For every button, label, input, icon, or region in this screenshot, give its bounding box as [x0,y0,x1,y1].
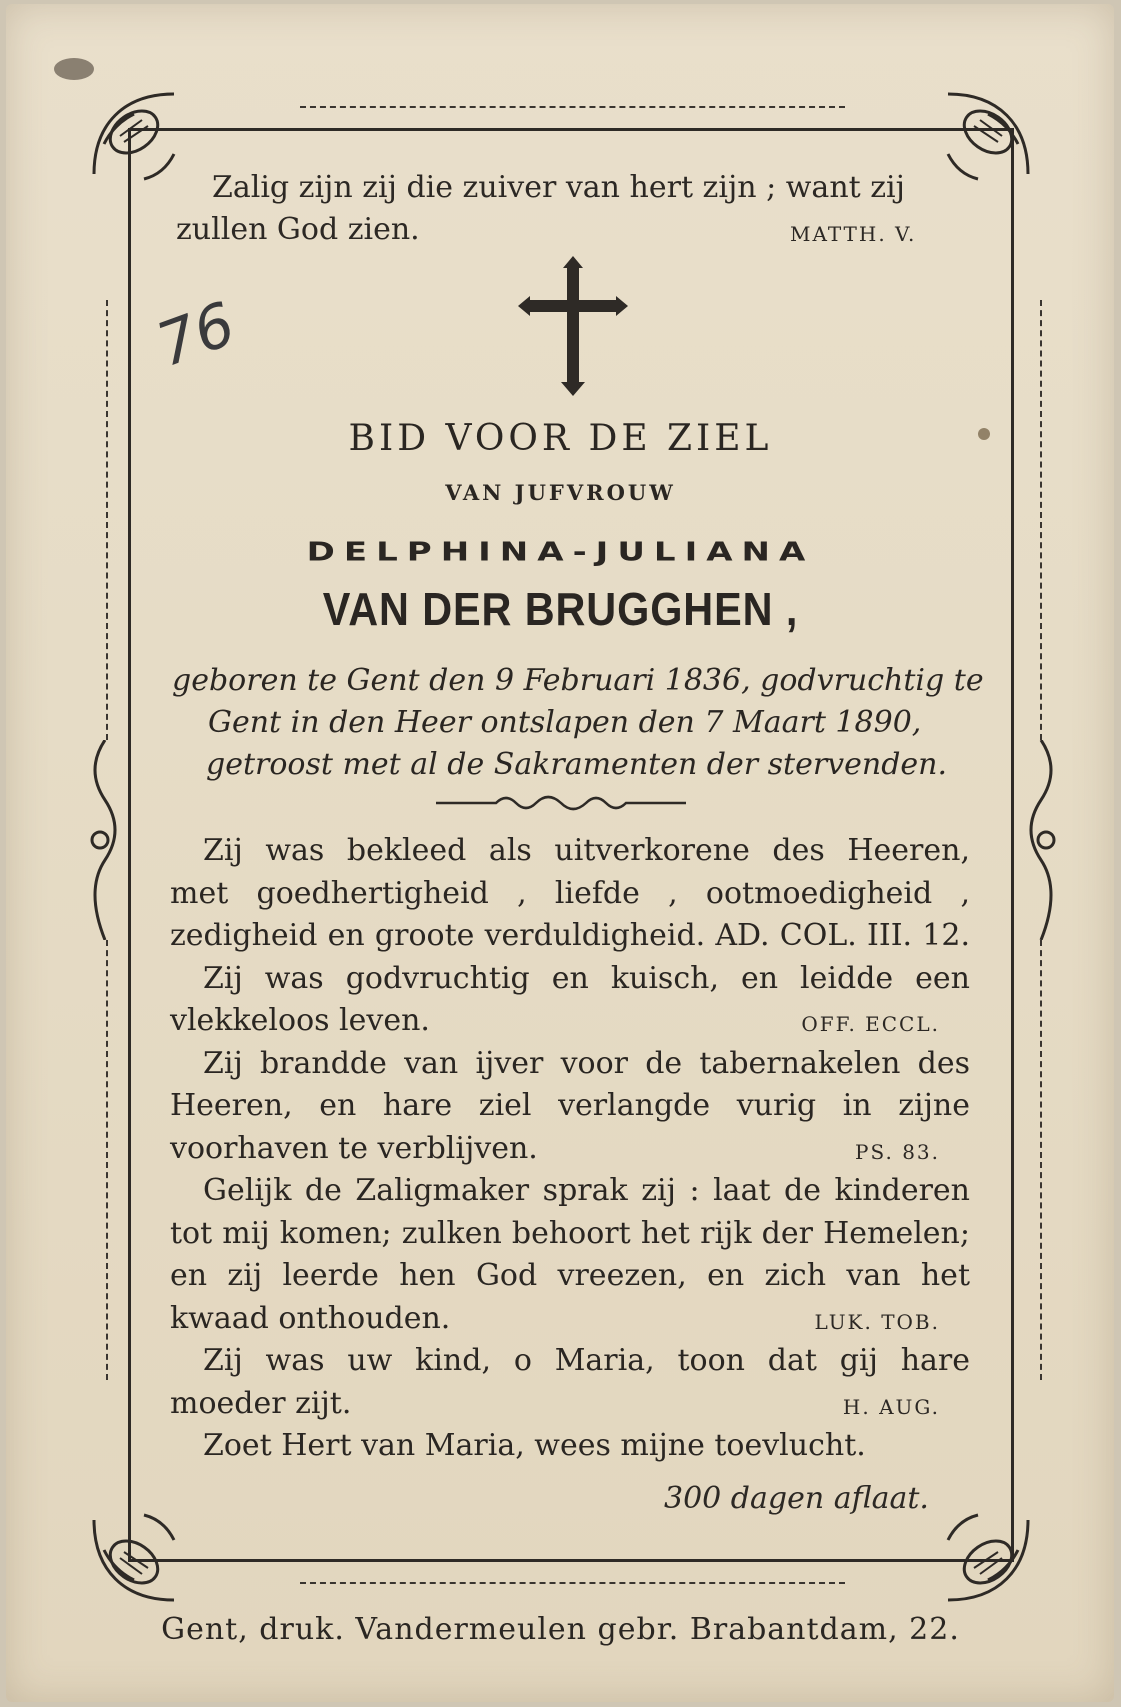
ink-stain [54,58,94,80]
handwritten-number: 76 [148,289,245,381]
side-scroll-ornament-icon [80,740,130,940]
scripture-reference: OFF. ECCL. [801,1012,940,1036]
body-line: Heeren, en hare ziel verlangde vurig in zijne [170,1088,970,1123]
body-line: tot mij komen; zulken behoort het rijk der Hemelen; [170,1215,970,1251]
scripture-reference: LUK. TOB. [814,1309,940,1334]
header-verse-line1: Zalig zijn zij die zuiver van hert zijn ; want zij [212,170,905,205]
dashed-top-border [300,106,845,108]
body-line: Gelijk de Zaligmaker sprak zij : laat de kinderen [203,1173,970,1208]
dashed-bottom-border [300,1582,845,1584]
header-verse-line2: zullen God zien. [176,212,420,247]
corner-ornament-icon [928,1500,1038,1610]
body-line: Zoet Hert van Maria, wees mijne toevlucht. [203,1428,866,1463]
header-verse-reference: MATTH. V. [790,222,917,246]
body-line: voorhaven te verblijven. [170,1130,538,1166]
dashed-right-border-lower [1040,940,1042,1380]
body-line: moeder zijt. [170,1385,352,1421]
body-line: Zij brandde van ijver voor de tabernakelen des [203,1045,970,1081]
corner-ornament-icon [84,1500,194,1610]
body-line: zedigheid en groote verduldigheid. AD. COL. III. 12. [170,918,970,953]
dashed-right-border [1040,300,1042,740]
scripture-reference: H. AUG. [842,1394,940,1419]
title-line2: VAN JUFVROUW [445,480,676,505]
ink-spot [978,428,990,440]
indulgence-text: 300 dagen aflaat. [664,1481,929,1516]
cross-icon [518,256,628,396]
body-line: Zij was uw kind, o Maria, toon dat gij hare [203,1343,970,1378]
birth-line3: getroost met al de Sakramenten der stervenden. [206,747,948,782]
body-line: met goedhertigheid , liefde , ootmoedigheid , [170,875,970,911]
body-line: Zij was godvruchtig en kuisch, en leidde een [203,960,970,996]
divider-flourish-icon [436,790,686,816]
corner-ornament-icon [928,84,1038,194]
side-scroll-ornament-icon [1016,740,1066,940]
scripture-reference: PS. 83. [855,1139,940,1164]
body-line: vlekkeloos leven. [170,1003,430,1038]
dashed-left-border [106,300,108,740]
birth-line1: geboren te Gent den 9 Februari 1836, godvruchtig te [172,663,984,698]
dashed-left-border-lower [106,940,108,1380]
corner-ornament-icon [84,84,194,194]
body-line: Zij was bekleed als uitverkorene des Heeren, [203,833,970,868]
deceased-first-names: DELPHINA-JULIANA [306,537,815,567]
deceased-surname: VAN DER BRUGGHEN , [322,583,799,635]
birth-line2: Gent in den Heer ontslapen den 7 Maart 1890, [208,705,922,740]
title-line1: BID VOOR DE ZIEL [348,418,773,459]
body-line: en zij leerde hen God vreezen, en zich van het [170,1258,970,1293]
printer-footer: Gent, druk. Vandermeulen gebr. Brabantdam, 22. [161,1612,960,1647]
body-line: kwaad onthouden. [170,1300,451,1336]
